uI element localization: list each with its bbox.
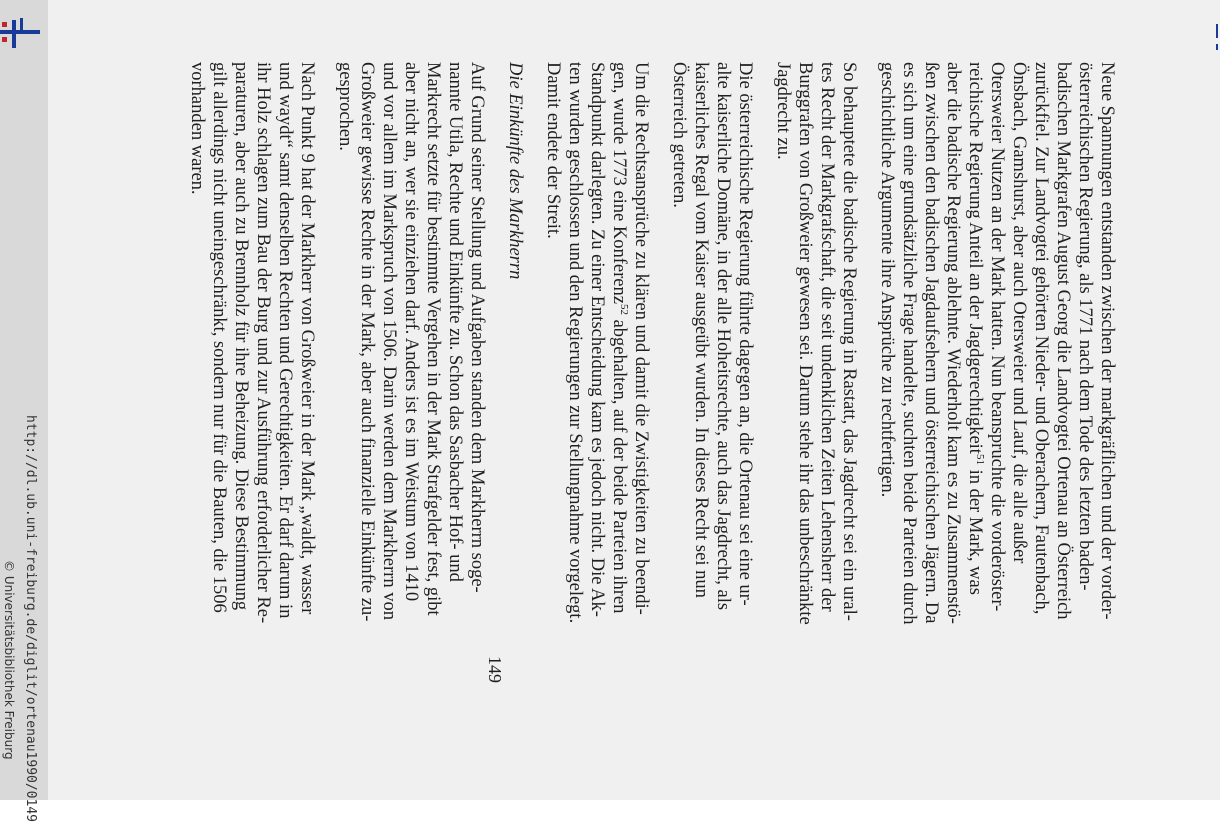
paragraph-6 (186, 62, 318, 782)
text-line: österreichischen Regierung, als 1771 nach dem Tode des letzten baden- (1075, 62, 1095, 591)
text-line: geschichtliche Argumente ihre Ansprüche zu rechtfertigen. (877, 62, 897, 498)
text-line: aber die badische Regierung ablehnte. Wiederholt kam es zu Zusammenstö- (943, 62, 963, 624)
footnote-marker: 52 (618, 303, 631, 315)
text-line: So behauptete die badische Regierung in Rastatt, das Jagdrecht sei ein ural- (839, 62, 859, 621)
text-line: Nach Punkt 9 hat der Markherr von Großweier in der Mark „waldt, wasser (297, 62, 317, 615)
text-line: und vor allem im Markspruch von 1506. Darin werden dem Markherrn von (379, 62, 399, 620)
paragraph-5 (334, 62, 488, 782)
text-line: Damit endete der Streit. (543, 62, 563, 239)
text-line: Markrecht setzte für bestimmte Vergehen in der Mark Strafgelder fest, gibt (423, 62, 443, 616)
source-url[interactable]: http://dl.ub.uni-freiburg.de/diglit/ortenau1990/0149 (23, 415, 38, 822)
text-line: gilt allerdings nicht uneingeschränkt, sondern nur für die Bauten, die 1506 (209, 62, 229, 613)
text-line: ten wurden geschlossen und den Regierungen zur Stellungnahme vorgelegt. (565, 62, 585, 624)
text-line: Otersweier Nutzen an der Mark hatten. Nun beanspruchte die vorderöster- (987, 62, 1007, 612)
text-line: zurückfiel. Zur Landvogtei gehörten Nieder- und Oberachern, Fautenbach, (1031, 62, 1051, 615)
side-strip (0, 0, 48, 822)
text-line: kaiserliches Regal vom Kaiser ausgeübt wurden. In dieses Recht sei nun (691, 62, 711, 598)
text-line: badischen Markgrafen August Georg die Landvogtei Ortenau an Österreich (1053, 62, 1073, 620)
paragraph-3 (668, 62, 756, 782)
text-line: Önsbach, Gamshurst, aber auch Otersweier und Lauf, die alle außer (1009, 62, 1029, 564)
text-line: Jagdrecht zu. (773, 62, 793, 160)
paragraph-4 (542, 62, 652, 782)
section-heading: Die Einkünfte des Markherrn (505, 62, 525, 280)
page-text-block (138, 62, 1118, 782)
text-line: und waydt“ samt denselben Rechten und Gerechtigkeiten. Er darf darum in (275, 62, 295, 619)
page-edge-marker (1216, 24, 1218, 38)
text-line: ihr Holz schlagen zum Bau der Burg und zur Ausführung erforderlicher Re- (253, 62, 273, 624)
text-line: gen, wurde 1773 eine Konferenz$^{52}$ abgehalten, auf der beide Parteien ihren (609, 62, 631, 614)
text-line: Die österreichische Regierung führte dagegen an, die Ortenau sei eine ur- (735, 62, 755, 606)
page-edge-marker-lower (1216, 44, 1218, 50)
text-line: Um die Rechtsansprüche zu klären und damit die Zwistigkeiten zu beendi- (631, 62, 651, 615)
side-credit (0, 0, 48, 822)
text-line: es sich um eine grundsätzliche Frage handelte, suchten beide Parteien durch (899, 62, 919, 625)
text-line: ßen zwischen den badischen Jagdaufsehern und österreichischen Jägern. Da (921, 62, 941, 624)
text-line: Großweier gewisse Rechte in der Mark, aber auch finanzielle Einkünfte zu- (357, 62, 377, 622)
paragraph-2 (772, 62, 860, 782)
text-line: paraturen, aber auch zu Brennholz für ihre Beheizung. Diese Bestimmung (231, 62, 251, 611)
text-line: vorhanden waren. (187, 62, 207, 195)
text-line: Auf Grund seiner Stellung und Aufgaben standen dem Markherrn soge- (467, 62, 487, 593)
text-line: nannte Utila, Rechte und Einkünfte zu. Schon das Sasbacher Hof- und (445, 62, 465, 582)
text-line: Burggrafen von Großweier gewesen sei. Darum stehe ihr das unbeschränkte (795, 62, 815, 625)
text-line: gesprochen. (335, 62, 355, 151)
text-line: alte kaiserliche Domäne, in der alle Hoheitsrechte, auch das Jagdrecht, als (713, 62, 733, 611)
paragraph-1 (876, 62, 1118, 782)
copyright-notice: © Universitätsbibliothek Freiburg (2, 560, 16, 760)
footnote-marker: 51 (974, 453, 987, 465)
text-line: tes Recht der Markgrafschaft, die seit undenklichen Zeiten Lehensherr der (817, 62, 837, 612)
text-line: Österreich getreten. (669, 62, 689, 208)
text-line: reichische Regierung Anteil an der Jagdgerechtigkeit$^{51}$ in der Mark, was (965, 62, 987, 595)
page-number: 149 (485, 656, 505, 683)
text-line: Neue Spannungen entstanden zwischen der markgräflichen und der vorder- (1097, 62, 1117, 620)
text-line: aber nicht an, wer sie einziehen darf. Anders ist es im Weistum von 1410 (401, 62, 421, 602)
text-line: Standpunkt darlegten. Zu einer Entscheidung kam es jedoch nicht. Die Ak- (587, 62, 607, 617)
